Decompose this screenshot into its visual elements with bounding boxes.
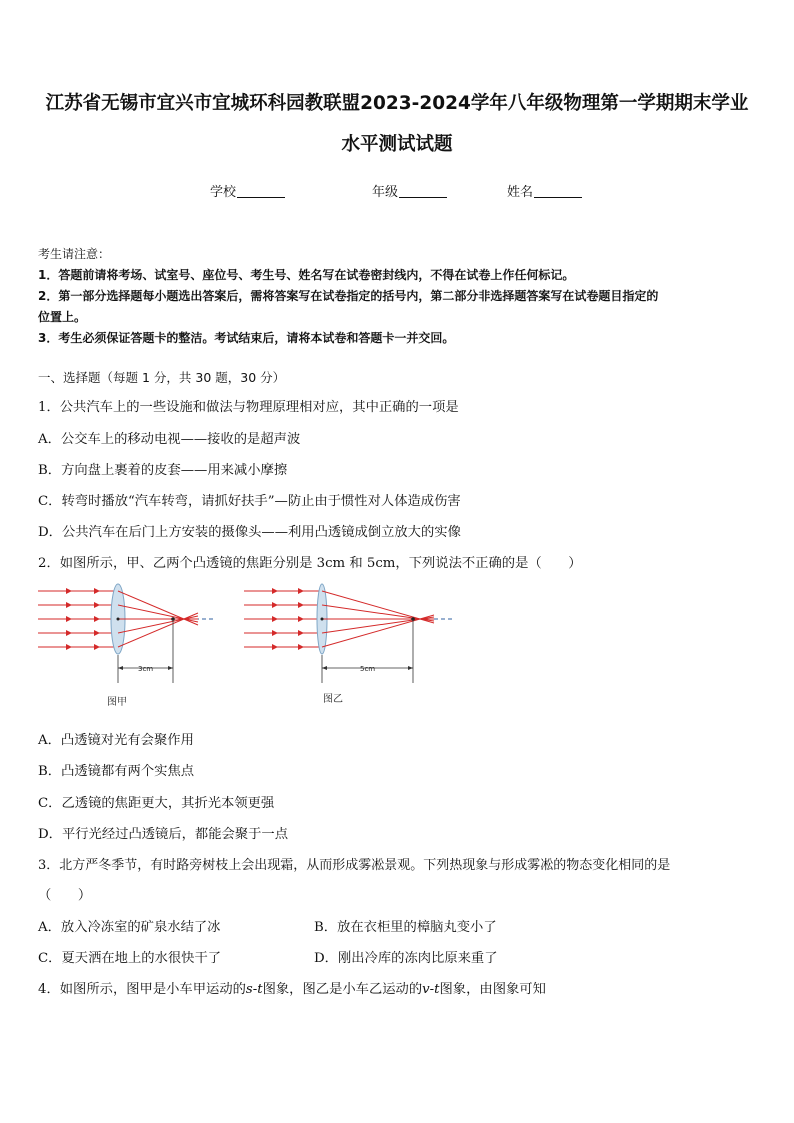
school-field[interactable] [210,181,285,200]
section-heading: 一、选择题（每题 1 分，共 30 题，30 分） [38,370,286,385]
paper-title-line-2: 水平测试试题 [341,134,453,155]
q1-option-a[interactable]: A．公交车上的移动电视——接收的是超声波 [38,432,301,447]
q4-text-mid: 图象，图乙是小车乙运动的 [262,982,423,997]
notice-item-1: 1．答题前请将考场、试室号、座位号、考生号、姓名写在试卷密封线内，不得在试卷上作任何标记。 [38,268,575,282]
q4-stem [38,978,546,997]
incident-rays-a [38,591,118,647]
lens-figure-b [242,583,456,687]
q3-paren: （ ） [38,888,92,903]
q1-option-c[interactable]: C．转弯时播放“汽车转弯，请抓好扶手”—防止由于惯性对人体造成伤害 [38,494,461,509]
grade-blank[interactable] [399,185,447,198]
notice-item-2: 2．第一部分选择题每小题选出答案后，需将答案写在试卷指定的括号内，第二部分非选择题答案写在试卷题目指定的 [38,289,659,303]
q4-vt-symbol: v-t [422,982,440,997]
refracted-rays-a [118,591,198,647]
exam-notice [38,244,762,349]
notice-item-3: 3．考生必须保证答题卡的整洁。考试结束后，请将本试卷和答题卡一并交回。 [38,331,455,345]
notice-heading: 考生请注意： [38,247,111,261]
paper-title-line-1: 江苏省无锡市宜兴市宜城环科园教联盟2023-2024学年八年级物理第一学期期末学业 [45,93,749,114]
lens-figure-a [36,583,222,687]
incident-rays-b [244,591,322,647]
grade-field[interactable] [372,181,447,200]
school-label: 学校 [210,185,237,200]
name-label: 姓名 [507,185,534,200]
figure-b-caption: 图乙 [323,694,343,705]
q4-text-post: 图象，由图象可知 [439,982,546,997]
q4-st-symbol: s-t [245,982,263,997]
q1-option-b[interactable]: B．方向盘上裹着的皮套——用来减小摩擦 [38,463,288,478]
school-blank[interactable] [237,185,285,198]
q2-option-a[interactable]: A．凸透镜对光有会聚作用 [38,733,194,748]
q3-option-d[interactable]: D．刚出冷库的冻肉比原来重了 [314,951,498,966]
q2-stem: 2．如图所示，甲、乙两个凸透镜的焦距分别是 3cm 和 5cm，下列说法不正确的是（ ） [38,556,582,571]
q2-option-b[interactable]: B．凸透镜都有两个实焦点 [38,764,195,779]
q1-option-d[interactable]: D．公共汽车在后门上方安装的摄像头——利用凸透镜成倒立放大的实像 [38,525,461,540]
q3-option-c[interactable]: C．夏天洒在地上的水很快干了 [38,951,222,966]
name-field[interactable] [507,181,582,200]
focal-length-label-a: 3cm [138,665,154,673]
q3-option-b[interactable]: B．放在衣柜里的樟脑丸变小了 [314,920,497,935]
q2-option-d[interactable]: D．平行光经过凸透镜后，都能会聚于一点 [38,827,289,842]
figure-a-caption: 图甲 [107,697,127,708]
focal-length-label-b: 5cm [360,665,376,673]
q1-stem: 1．公共汽车上的一些设施和做法与物理原理相对应，其中正确的一项是 [38,400,459,415]
notice-item-2-cont: 位置上。 [38,310,87,324]
q3-stem: 3．北方严冬季节，有时路旁树枝上会出现霜，从而形成雾凇景观。下列热现象与形成雾凇的物态变化相同的是 [38,858,671,873]
q4-text-pre: 4．如图所示，图甲是小车甲运动的 [38,982,246,997]
grade-label: 年级 [372,185,399,200]
q3-option-a[interactable]: A．放入冷冻室的矿泉水结了冰 [38,920,221,935]
refracted-rays-b [322,591,434,647]
q2-option-c[interactable]: C．乙透镜的焦距更大，其折光本领更强 [38,796,275,811]
name-blank[interactable] [534,185,582,198]
